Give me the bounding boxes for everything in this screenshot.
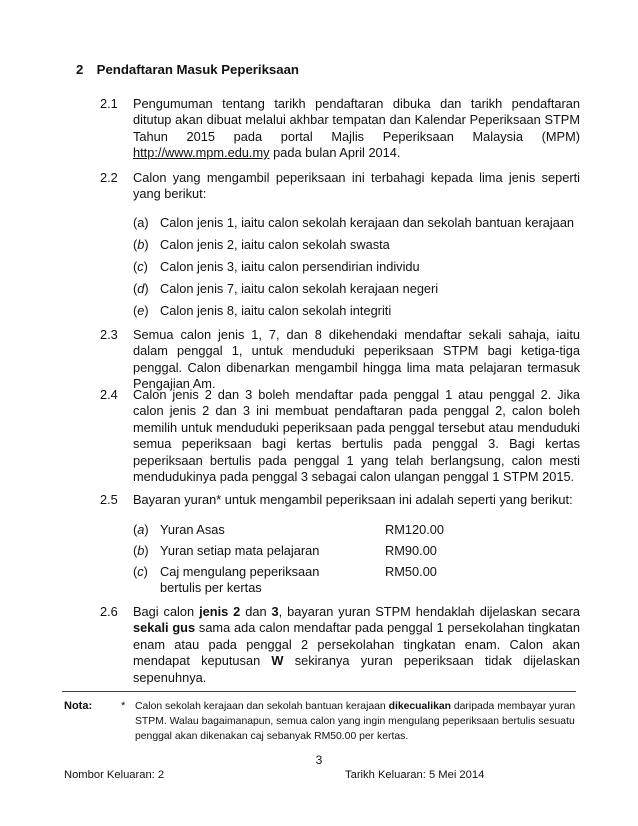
item-label: (a) <box>133 215 149 230</box>
paragraph-number: 2.5 <box>100 492 118 507</box>
text-run: Bagi calon <box>133 604 200 619</box>
item-text: Calon jenis 8, iaitu calon sekolah integriti <box>160 303 392 318</box>
section-title: Pendaftaran Masuk Peperiksaan <box>96 62 299 77</box>
footer-issue-date: Tarikh Keluaran: 5 Mei 2014 <box>345 769 485 781</box>
paragraph-number: 2.6 <box>100 604 118 619</box>
text-run: pada bulan April 2014. <box>269 145 401 161</box>
fee-label: Caj mengulang peperiksaan bertulis per kertas <box>160 564 320 595</box>
section-number: 2 <box>76 62 84 77</box>
bold-run: jenis 2 <box>199 604 241 619</box>
paragraph-text <box>133 96 580 162</box>
fee-amount: RM90.00 <box>385 543 437 558</box>
item-label: (b) <box>133 237 149 252</box>
item-text: Calon jenis 1, iaitu calon sekolah kerajaan dan sekolah bantuan kerajaan <box>160 215 575 230</box>
text-run: , bayaran yuran STPM hendaklah dijelaskan secara <box>278 604 580 619</box>
paragraph-number: 2.3 <box>100 327 118 342</box>
item-label: (d) <box>133 281 149 296</box>
paragraph-2-6 <box>100 604 580 686</box>
paragraph-number: 2.4 <box>100 387 118 402</box>
item-text: Calon jenis 7, iaitu calon sekolah kerajaan negeri <box>160 281 439 296</box>
paragraph-text: Semua calon jenis 1, 7, dan 8 dikehendaki mendaftar sekali sahaja, iaitu dalam penggal 1, untuk menduduki peperiksaan STPM bagi ketiga-tiga penggal. Calon dibenarkan mengambil hingga lima mata pelajaran termasuk Pengajian Am. <box>133 327 580 392</box>
mpm-portal-link[interactable]: http://www.mpm.edu.my <box>133 145 270 161</box>
paragraph-2-5 <box>100 492 580 508</box>
paragraph-number: 2.2 <box>100 170 118 185</box>
item-label: (b) <box>133 543 149 558</box>
bold-run: dikecualikan <box>388 701 451 712</box>
section-heading <box>76 62 299 77</box>
nota-star: * <box>121 700 126 712</box>
item-label: (a) <box>133 522 149 537</box>
bold-run: sekali gus <box>133 620 196 636</box>
paragraph-2-3 <box>100 327 580 393</box>
nota-text <box>135 700 580 744</box>
footnote-divider <box>62 691 576 692</box>
item-text: Calon jenis 2, iaitu calon sekolah swasta <box>160 237 390 252</box>
text-run: daripada membayar yuran STPM. Walau bagaimanapun, semua calon yang ingin mengulang peperiksaan bertulis sesuatu penggal akan dikenakan caj sebanyak RM50.00 per kertas. <box>135 701 576 742</box>
bold-run: 3 <box>271 604 279 619</box>
text-run: sekiranya yuran peperiksaan tidak dijelaskan sepenuhnya. <box>133 653 580 685</box>
fee-label: Yuran Asas <box>160 522 225 537</box>
item-label: (c) <box>133 259 148 274</box>
item-label: (e) <box>133 303 149 318</box>
nota-label: Nota: <box>64 700 93 712</box>
bold-run: W <box>271 653 284 669</box>
paragraph-2-1 <box>100 96 580 162</box>
text-run: Pengumuman tentang tarikh pendaftaran dibuka dan tarikh pendaftaran ditutup akan dibuat melalui akhbar tempatan dan Kalendar Peperiksaan STPM Tahun 2015 pada portal Majlis Peperiksaan Malaysia (MPM) <box>133 96 580 144</box>
item-text: Calon jenis 3, iaitu calon persendirian individu <box>160 259 420 274</box>
paragraph-number: 2.1 <box>100 96 118 111</box>
paragraph-text: Calon jenis 2 dan 3 boleh mendaftar pada penggal 1 atau penggal 2. Jika calon jenis 2 dan 3 ini membuat pendaftaran pada penggal 2, calon boleh memilih untuk menduduki peperiksaan pada penggal tersebut atau menduduki semua peperiksaan bagi kertas bertulis pada penggal 3. Bagi kertas peperiksaan bertulis pada penggal 1 yang telah berlangsung, calon mesti mendudukinya pada penggal 3 sebagai calon ulangan penggal 1 STPM 2015. <box>133 387 580 485</box>
text-run: dan <box>240 604 272 619</box>
paragraph-text: Bayaran yuran* untuk mengambil peperiksaan ini adalah seperti yang berikut: <box>133 492 573 507</box>
footer-issue-number: Nombor Keluaran: 2 <box>64 769 165 781</box>
paragraph-text <box>133 604 580 686</box>
fee-amount: RM50.00 <box>385 564 437 579</box>
fee-amount: RM120.00 <box>385 522 445 537</box>
text-run: sama ada calon mendaftar pada penggal 1 persekolahan tingkatan enam atau pada penggal 2 persekolahan tingkatan enam. Calon akan mendapat keputusan <box>133 620 580 669</box>
paragraph-2-2 <box>100 170 580 203</box>
page-number: 3 <box>315 753 323 767</box>
fee-label: Yuran setiap mata pelajaran <box>160 543 320 558</box>
item-label: (c) <box>133 564 148 579</box>
paragraph-text: Calon yang mengambil peperiksaan ini terbahagi kepada lima jenis seperti yang berikut: <box>133 170 580 202</box>
text-run: Calon sekolah kerajaan dan sekolah bantuan kerajaan <box>135 701 389 712</box>
paragraph-2-4 <box>100 387 580 485</box>
